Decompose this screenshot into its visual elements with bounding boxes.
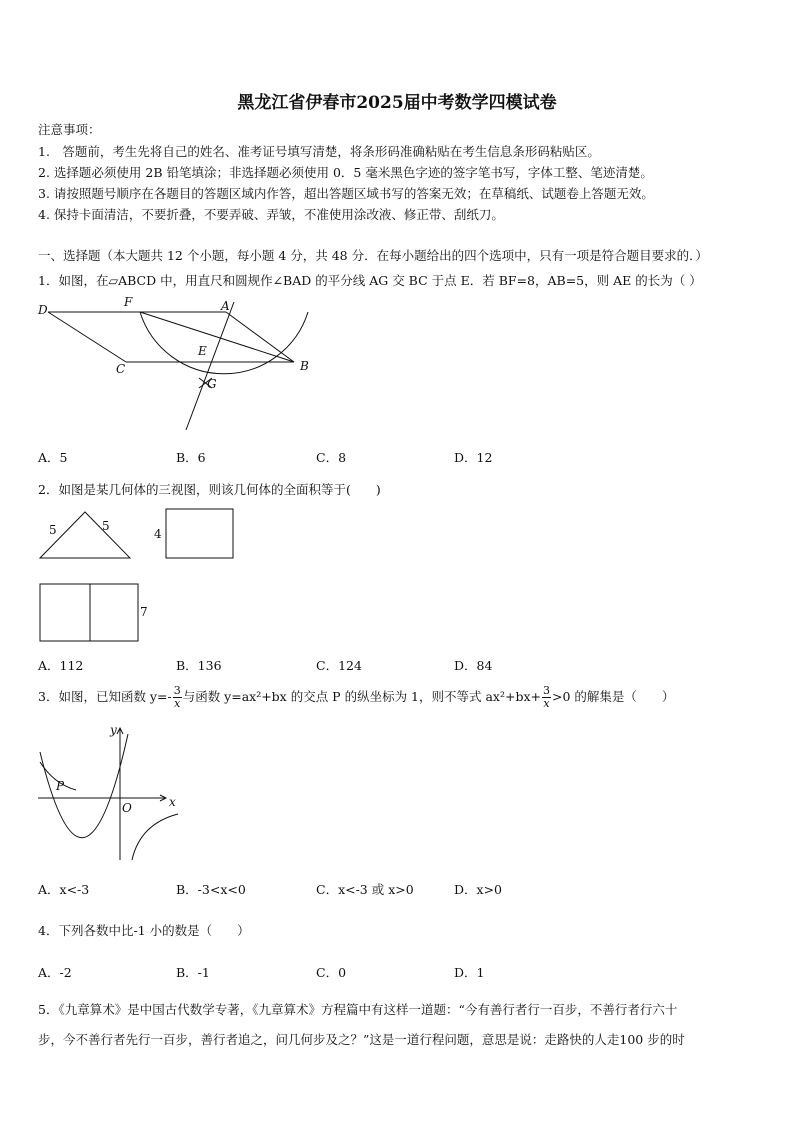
q1-option-d: D．12	[454, 450, 493, 465]
q3-parabola	[40, 734, 128, 838]
q3-label-o: O	[122, 801, 132, 815]
q4-text: 4．下列各数中比-1 小的数是（ ）	[38, 923, 250, 938]
q2-dim-right: 5	[102, 519, 110, 533]
q2-option-c: C．124	[316, 658, 362, 673]
q1-label-c: C	[116, 362, 126, 376]
q3-graph	[36, 722, 186, 864]
note-item-2: 2. 选择题必须使用 2B 铅笔填涂；非选择题必须使用 0．5 毫米黑色字迹的签字笔书写，字体工整、笔迹清楚。	[38, 165, 653, 180]
q3-text-part-1: 3．如图，已知函数 y=-	[38, 689, 172, 704]
q1-label-e: E	[198, 344, 207, 358]
q1-label-a: A	[221, 299, 230, 313]
q2-dim-height: 4	[154, 527, 162, 541]
q2-option-a: A．112	[38, 658, 84, 673]
q3-fraction-1-num: 3	[173, 684, 181, 697]
q1-option-a: A．5	[38, 450, 68, 465]
q3-fraction-2-den: x	[543, 697, 550, 710]
q3-option-d: D．x>0	[454, 882, 502, 897]
q2-top-view-rect	[40, 584, 138, 641]
q1-bisector-ag	[186, 302, 234, 430]
q4-option-a: A．-2	[38, 965, 72, 980]
q3-option-c: C．x<-3 或 x>0	[316, 882, 414, 897]
q1-segment-dc	[48, 312, 126, 362]
q3-option-b: B．-3<x<0	[176, 882, 246, 897]
q1-option-c: C．8	[316, 450, 347, 465]
q1-figure	[36, 292, 316, 442]
q3-fraction-2-num: 3	[542, 684, 550, 697]
q4-option-b: B．-1	[176, 965, 210, 980]
q2-text: 2．如图是某几何体的三视图，则该几何体的全面积等于( )	[38, 482, 381, 497]
q1-option-b: B．6	[176, 450, 206, 465]
page-title: 黑龙江省伊春市2025届中考数学四模试卷	[237, 93, 557, 113]
q2-side-view-rect	[166, 509, 233, 558]
q1-segment-fb	[140, 312, 294, 362]
note-item-3: 3. 请按照题号顺序在各题目的答题区域内作答，超出答题区域书写的答案无效；在草稿纸、试题卷上答题无效。	[38, 186, 654, 201]
q3-fraction-2	[542, 685, 551, 710]
q3-fraction-1	[173, 685, 182, 710]
note-item-4: 4. 保持卡面清洁，不要折叠，不要弄破、弄皱，不准使用涂改液、修正带、刮纸刀。	[38, 207, 504, 222]
q3-label-p: P	[56, 779, 65, 793]
q1-label-b: B	[300, 359, 309, 373]
note-item-1: 1. 答题前，考生先将自己的姓名、准考证号填写清楚，将条形码准确粘贴在考生信息条形码粘贴区。	[38, 144, 600, 159]
q3-fraction-1-den: x	[174, 697, 181, 710]
q3-label-x: x	[169, 795, 176, 809]
q3-text-part-2: 与函数 y=ax²+bx 的交点 P 的纵坐标为 1，则不等式 ax²+bx+	[182, 689, 541, 704]
q1-segment-ab	[226, 312, 294, 362]
q2-option-d: D．84	[454, 658, 493, 673]
q3-text	[38, 685, 674, 710]
q4-option-c: C．0	[316, 965, 347, 980]
q1-label-d: D	[38, 303, 48, 317]
q3-label-y: y	[110, 723, 117, 737]
q2-dim-left: 5	[49, 523, 57, 537]
q2-dim-length: 7	[140, 605, 148, 619]
q2-three-views	[36, 506, 276, 648]
q1-text: 1．如图，在▱ABCD 中，用直尺和圆规作∠BAD 的平分线 AG 交 BC 于点 E．若 BF=8，AB=5，则 AE 的长为（ ）	[38, 273, 702, 288]
q1-label-f: F	[124, 295, 133, 309]
q1-arc	[140, 312, 308, 374]
q1-label-g: G	[207, 377, 217, 391]
notes-heading: 注意事项：	[38, 122, 101, 137]
q5-line-2: 步，今不善行者先行一百步，善行者追之，问几何步及之？”这是一道行程问题，意思是说：走路快的人走100 步的时	[38, 1032, 685, 1047]
q3-text-part-3: >0 的解集是（ ）	[551, 689, 675, 704]
q5-line-1: 5．《九章算术》是中国古代数学专著，《九章算术》方程篇中有这样一道题：“今有善行者行一百步，不善行者行六十	[38, 1002, 678, 1017]
q3-option-a: A．x<-3	[38, 882, 90, 897]
section-heading: 一、选择题（本大题共 12 个小题，每小题 4 分，共 48 分．在每小题给出的四个选项中，只有一项是符合题目要求的．）	[38, 248, 708, 263]
q4-option-d: D．1	[454, 965, 485, 980]
q3-hyperbola-right	[132, 814, 178, 860]
q2-option-b: B．136	[176, 658, 222, 673]
